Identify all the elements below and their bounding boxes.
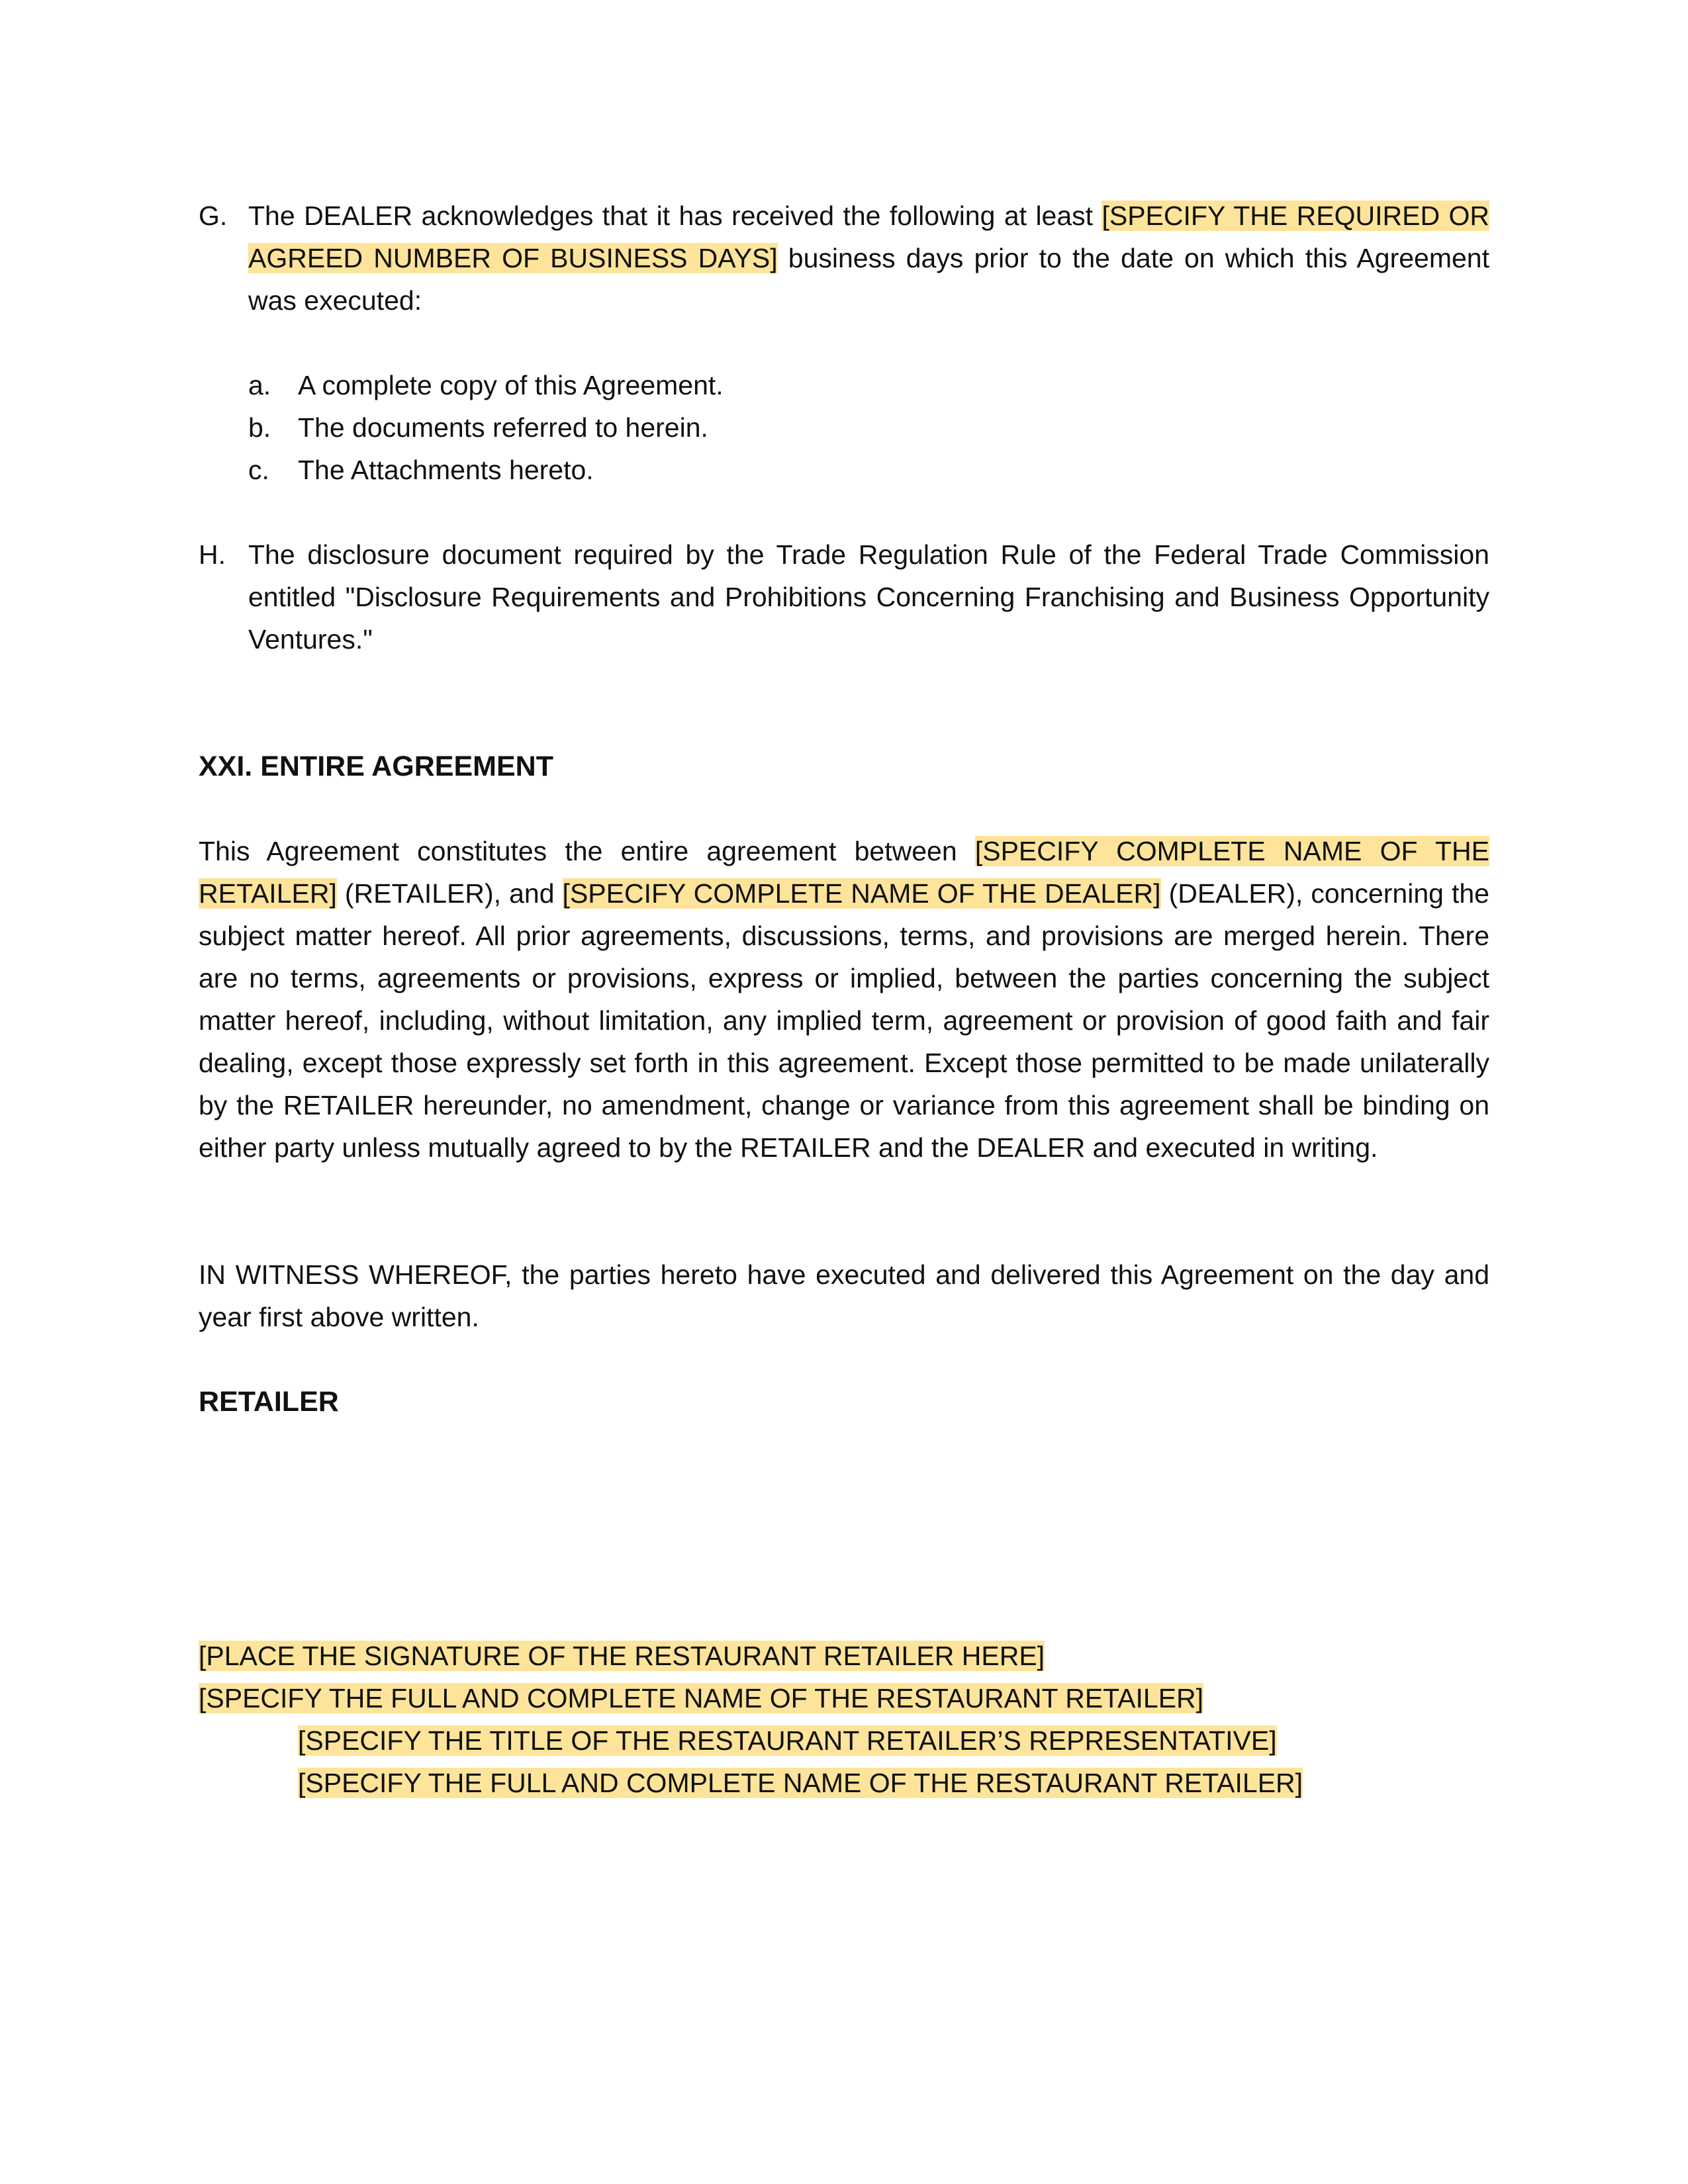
list-item <box>248 449 1489 491</box>
clause-g <box>199 195 1489 322</box>
signature-placeholder: [PLACE THE SIGNATURE OF THE RESTAURANT RETAILER HERE] <box>199 1641 1045 1671</box>
clause-h-marker: H. <box>199 539 226 570</box>
retailer-full-name-placeholder: [SPECIFY THE FULL AND COMPLETE NAME OF THE RESTAURANT RETAILER] <box>199 1683 1204 1713</box>
signature-block <box>199 1635 1489 1804</box>
clause-h-text: The disclosure document required by the Trade Regulation Rule of the Federal Trade Commission entitled "Disclosure Requirements and Prohibitions Concerning Franchising and Business Opportunity Ventures." <box>248 539 1489 655</box>
list-item <box>248 406 1489 449</box>
section-heading-entire-agreement: XXI. ENTIRE AGREEMENT <box>199 751 553 782</box>
list-item-text: A complete copy of this Agreement. <box>298 370 724 400</box>
list-item-marker: c. <box>248 455 269 485</box>
entire-agreement-paragraph <box>199 830 1489 1169</box>
list-item-text: The Attachments hereto. <box>298 455 594 485</box>
list-item-text: The documents referred to herein. <box>298 412 708 443</box>
business-days-placeholder: [SPECIFY THE REQUIRED OR AGREED NUMBER OF BUSINESS DAYS] <box>248 201 1489 273</box>
clause-g-marker: G. <box>199 201 228 231</box>
list-item-marker: a. <box>248 370 271 400</box>
entire-agreement-text-1: This Agreement constitutes the entire agreement between <box>199 836 975 866</box>
retailer-full-name-placeholder-2: [SPECIFY THE FULL AND COMPLETE NAME OF THE RESTAURANT RETAILER] <box>298 1768 1303 1798</box>
representative-title-placeholder: [SPECIFY THE TITLE OF THE RESTAURANT RETAILER’S REPRESENTATIVE] <box>298 1725 1277 1756</box>
clause-g-list <box>248 364 1489 491</box>
clause-g-text-after: business days prior to the date on which this Agreement was executed: <box>248 243 1489 316</box>
document-page <box>199 195 1489 1804</box>
retailer-name-placeholder: [SPECIFY COMPLETE NAME OF THE RETAILER] <box>199 836 1489 909</box>
clause-g-text-before: The DEALER acknowledges that it has received the following at least <box>248 201 1102 231</box>
entire-agreement-text-3: (DEALER), concerning the subject matter hereof. All prior agreements, discussions, terms, and provisions are merged herein. There are no terms, agreements or provisions, express or implied, between the parties concerning the subject matter hereof, including, without limitation, any implied term, agreement or provision of good faith and fair dealing, except those expressly set forth in this agreement. Except those permitted to be made unilaterally by the RETAILER hereunder, no amendment, change or variance from this agreement shall be binding on either party unless mutually agreed to by the RETAILER and the DEALER and executed in writing. <box>199 878 1489 1163</box>
entire-agreement-text-2: (RETAILER), and <box>336 878 563 909</box>
signature-party-heading: RETAILER <box>199 1386 339 1418</box>
witness-paragraph: IN WITNESS WHEREOF, the parties hereto have executed and delivered this Agreement on the day and year first above written. <box>199 1259 1489 1332</box>
list-item <box>248 364 1489 406</box>
clause-h <box>199 533 1489 660</box>
dealer-name-placeholder: [SPECIFY COMPLETE NAME OF THE DEALER] <box>562 878 1161 909</box>
list-item-marker: b. <box>248 412 271 443</box>
